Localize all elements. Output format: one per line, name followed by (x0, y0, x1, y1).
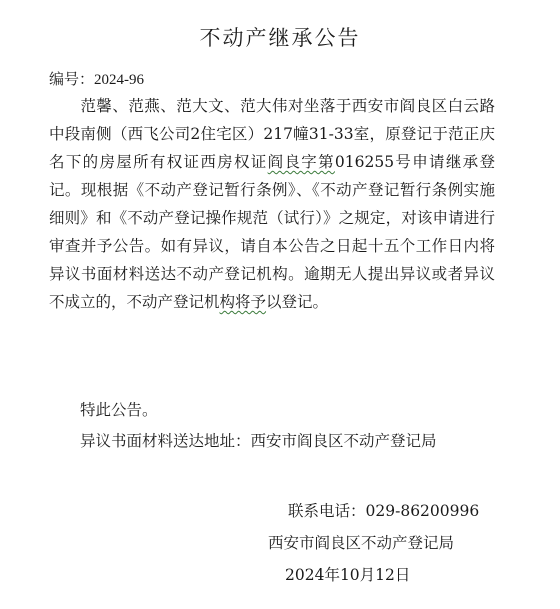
body-text-part3: 以登记。 (266, 293, 329, 311)
body-text-part1: 范馨、范燕、范大文、范大伟对坐落于西安市阎良区白云路中段南侧（西飞公司2住宅区）217幢31-33室，原登记于范正庆名下的房屋所有权证西房权证 (49, 97, 495, 171)
document-title: 不动产继承公告 (199, 26, 361, 50)
objection-address-value: 西安市阎良区不动产登记局 (250, 432, 437, 450)
body-text-part2: 016255号申请继承登记。现根据《不动产登记暂行条例》、《不动产登记暂行条例实施细则》和《不动产登记操作规范（试行）》之规定，对该申请进行审查并予公告。如有异议，请自本公告之日起十五个工作日内将异议书面材料送达不动产登记机构。逾期无人提出异议或者异议不成立的，不动产登记机 (49, 153, 495, 311)
issue-date: 2024年10月12日 (285, 566, 411, 584)
objection-address-label: 异议书面材料送达地址： (80, 432, 251, 450)
contact-phone (288, 499, 479, 521)
document-number-label: 编号： (49, 70, 95, 88)
announcement-body (49, 92, 495, 316)
body-text-underlined2: 构将予 (219, 293, 267, 311)
objection-address (80, 427, 526, 455)
contact-phone-value: 029-86200996 (365, 502, 480, 520)
document-number (49, 68, 144, 89)
body-text-underlined1: 阎良字第 (267, 153, 335, 171)
document-number-value: 2024-96 (94, 72, 145, 88)
issuing-organization: 西安市阎良区不动产登记局 (268, 534, 455, 552)
closing-notice: 特此公告。 (80, 401, 158, 419)
contact-phone-label: 联系电话： (288, 502, 366, 520)
